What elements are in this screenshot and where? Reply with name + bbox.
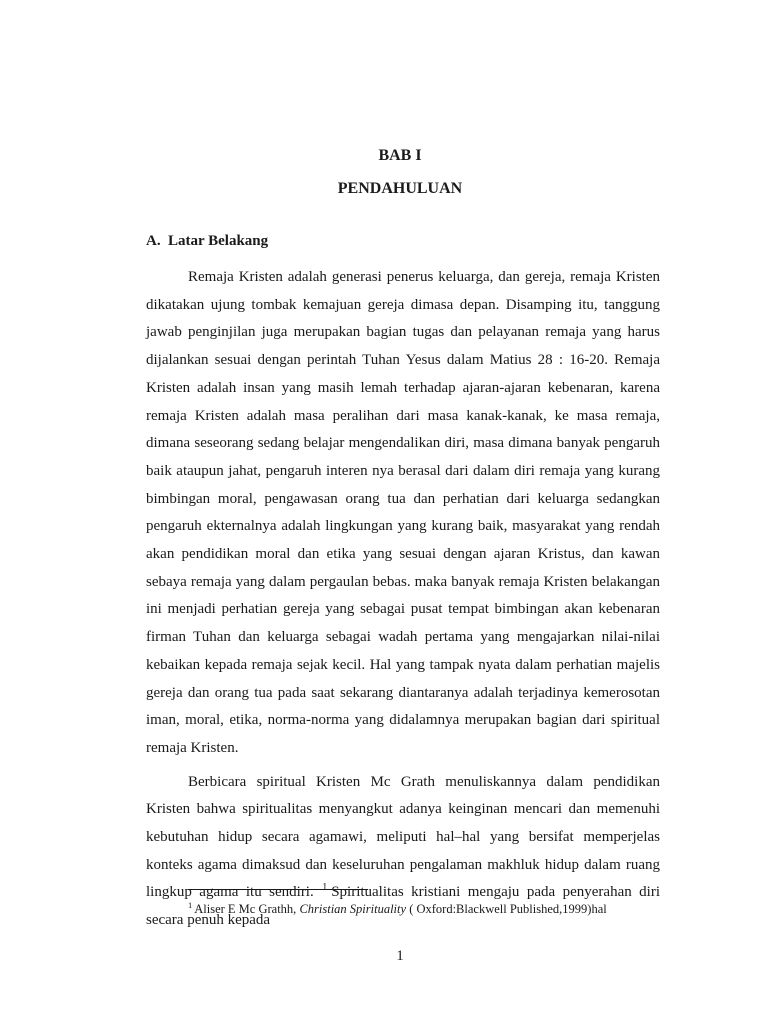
footnote-reference[interactable]: 1 bbox=[322, 882, 328, 894]
chapter-number: BAB I bbox=[378, 147, 422, 164]
footnote-author: Aliser E Mc Grathh, bbox=[194, 902, 297, 916]
footnote-divider bbox=[188, 889, 368, 890]
paragraph-2-text: Berbicara spiritual Kristen Mc Grath menuliskannya dalam pendidikan Kristen bahwa spiritualitas menyangkut adanya keinginan mencari dan memenuhi kebutuhan hidup secara agamawi, meliputi hal–hal yang bersifat memperjelas konteks agama dimaksud dan keseluruhan pengalaman makhluk hidup dalam ruang lingkup agama itu sendiri. bbox=[146, 773, 660, 901]
section-heading bbox=[146, 231, 268, 251]
section-marker: A. bbox=[146, 233, 161, 249]
body-text bbox=[146, 264, 660, 941]
paragraph-1: Remaja Kristen adalah generasi penerus keluarga, dan gereja, remaja Kristen dikatakan ujung tombak kemajuan gereja dimasa depan. Disamping itu, tanggung jawab penginjilan juga merupakan bagian tugas dan pelayanan remaja yang harus dijalankan sesuai dengan perintah Tuhan Yesus dalam Matius 28 : 16-20. Remaja Kristen adalah insan yang masih lemah terhadap ajaran-ajaran kebenaran, karena remaja Kristen adalah masa peralihan dari masa kanak-kanak, ke masa remaja, dimana seseorang sedang belajar mengendalikan diri, masa dimana banyak pengaruh baik ataupun jahat, pengaruh interen nya berasal dari dalam diri remaja yang kurang bimbingan moral, pengawasan orang tua dan perhatian dari keluarga sedangkan pengaruh ekternalnya adalah lingkungan yang kurang baik, masyarakat yang rendah akan pendidikan moral dan etika yang sesuai dengan ajaran Kristus, dan kawan sebaya remaja yang dalam pergaulan bebas. maka banyak remaja Kristen belakangan ini menjadi perhatian gereja yang sebagai pusat tempat bimbingan akan kebenaran firman Tuhan dan keluarga sebagai wadah pertama yang mengajarkan nilai-nilai kebaikan kepada remaja sejak kecil. Hal yang tampak nyata dalam perhatian majelis gereja dan orang tua pada saat sekarang diantaranya adalah terjadinya kemerosotan iman, moral, etika, norma-norma yang didalamnya merupakan bagian dari spiritual remaja Kristen. bbox=[146, 269, 660, 756]
chapter-title: PENDAHULUAN bbox=[337, 180, 463, 197]
footnote-publication: ( Oxford:Blackwell Published,1999)hal bbox=[409, 902, 607, 916]
section-title: Latar Belakang bbox=[168, 233, 269, 249]
paragraph-2-continuation: Spiritualitas kristiani mengaju pada penyerahan diri secara penuh kepada bbox=[146, 884, 661, 929]
footnote bbox=[188, 901, 668, 917]
footnote-number: 1 bbox=[188, 899, 193, 910]
footnote-title: Christian Spirituality bbox=[299, 902, 407, 916]
page-number: 1 bbox=[396, 948, 404, 964]
